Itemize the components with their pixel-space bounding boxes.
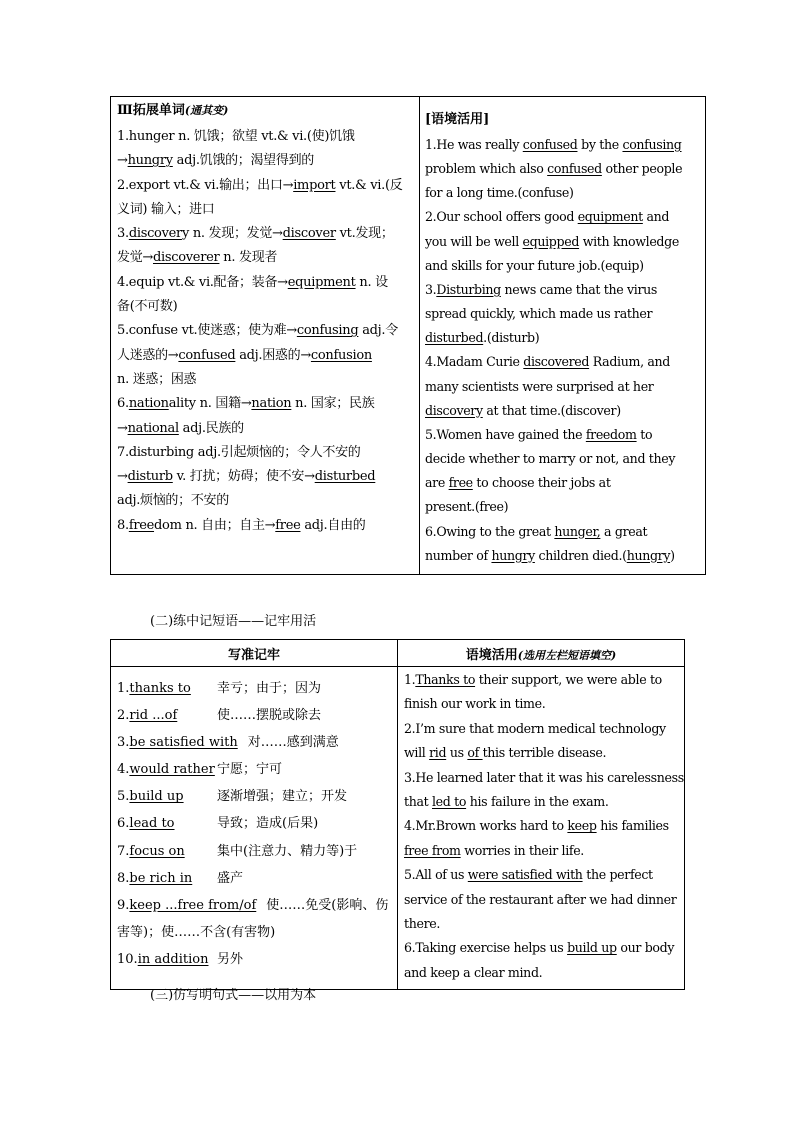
expanded-words-list xyxy=(117,125,414,538)
right-header-title: 语境活用 xyxy=(465,647,518,663)
phrases-left-header: 写准记牢 xyxy=(111,640,398,667)
phrase-example-line: will rid us of this terrible disease. xyxy=(404,745,607,761)
context-example-line: are free to choose their jobs at xyxy=(425,475,611,491)
vocabulary-table xyxy=(110,96,706,575)
context-example-line: for a long time.(confuse) xyxy=(425,185,574,201)
phrase-item xyxy=(117,702,393,729)
phrase-english: 5.build up xyxy=(117,789,184,805)
context-example-line: decide whether to marry or not, and they xyxy=(425,451,676,467)
expanded-words-cell xyxy=(111,97,420,575)
phrase-chinese: 宁愿；宁可 xyxy=(217,762,283,778)
phrase-english: 6.lead to xyxy=(117,816,175,832)
phrases-list-cell xyxy=(111,667,398,990)
context-example-line: discovery at that time.(discover) xyxy=(425,402,621,418)
phrase-item xyxy=(117,838,393,865)
header-title: 拓展单词 xyxy=(132,103,185,118)
phrase-example-line: that led to his failure in the exam. xyxy=(404,794,609,810)
vocab-line: 人迷惑的→confused adj.困惑的→confusion xyxy=(117,347,372,363)
vocab-line: 6.nationality n. 国籍→nation n. 国家；民族 xyxy=(117,396,375,412)
phrase-chinese: 使……免受(影响、伤 xyxy=(266,897,389,913)
phrase-example-line: 4.Mr.Brown works hard to keep his families xyxy=(404,818,669,834)
vocab-line: 5.confuse vt.使迷惑；使为难→confusing adj.令 xyxy=(117,323,398,339)
context-usage-cell xyxy=(420,97,706,575)
phrases-list xyxy=(117,675,393,973)
phrase-chinese: 盛产 xyxy=(217,870,244,886)
context-example-line: 3.Disturbing news came that the virus xyxy=(425,281,658,297)
context-example-line: 5.Women have gained the freedom to xyxy=(425,426,653,442)
phrase-english: 2.rid ...of xyxy=(117,708,178,724)
context-example-line: 4.Madam Curie discovered Radium, and xyxy=(425,354,671,370)
phrase-chinese: 害等)；使……不含(有害物) xyxy=(117,924,276,940)
context-example-line: you will be well equipped with knowledge xyxy=(425,233,679,249)
context-example-line: present.(free) xyxy=(425,499,509,515)
phrase-english: 4.would rather xyxy=(117,762,215,778)
vocab-line: 义词) 输入；进口 xyxy=(117,201,215,217)
right-header-note: (选用左栏短语填空) xyxy=(517,648,617,662)
vocab-line: adj.烦恼的；不安的 xyxy=(117,493,229,509)
phrase-english: 8.be rich in xyxy=(117,870,193,886)
context-example-line: many scientists were surprised at her xyxy=(425,378,654,394)
context-example-line: and skills for your future job.(equip) xyxy=(425,257,644,273)
vocab-line: 4.equip vt.& vi.配备；装备→equipment n. 设 xyxy=(117,274,388,290)
vocab-line: 3.discovery n. 发现；发觉→discover vt.发现； xyxy=(117,226,394,242)
phrase-example-line: service of the restaurant after we had dinner xyxy=(404,891,677,907)
context-example-line: 6.Owing to the great hunger, a great xyxy=(425,523,648,539)
phrase-chinese: 对……感到满意 xyxy=(247,735,339,751)
phrase-example-line: 3.He learned later that it was his carelessness xyxy=(404,769,684,785)
phrase-examples-list xyxy=(404,668,684,985)
phrase-item xyxy=(117,756,393,783)
phrase-example-line: free from worries in their life. xyxy=(404,842,584,858)
phrase-item xyxy=(117,919,393,946)
vocab-line: n. 迷惑；困惑 xyxy=(117,371,197,387)
phrase-item xyxy=(117,892,393,919)
phrase-example-line: 6.Taking exercise helps us build up our body xyxy=(404,940,675,956)
context-usage-header: [语境活用] xyxy=(425,112,490,127)
phrase-item xyxy=(117,783,393,810)
phrase-english: 9.keep ...free from/of xyxy=(117,897,257,913)
phrase-chinese: 使……摆脱或除去 xyxy=(217,708,322,724)
vocab-line: →disturb v. 打扰；妨碍；使不安→disturbed xyxy=(117,469,376,485)
context-example-line: 1.He was really confused by the confusing xyxy=(425,137,682,152)
context-example-line: problem which also confused other people xyxy=(425,161,683,177)
vocab-line: →national adj.民族的 xyxy=(117,420,244,436)
phrase-item xyxy=(117,675,393,702)
vocab-line: →hungry adj.饥饿的；渴望得到的 xyxy=(117,153,314,169)
section-three-title: (三)仿写明句式——以用为本 xyxy=(150,988,317,1003)
phrase-english: 7.focus on xyxy=(117,843,185,859)
phrase-example-line: there. xyxy=(404,916,441,932)
vocab-line: 2.export vt.& vi.输出；出口→import vt.& vi.(反 xyxy=(117,177,403,193)
vocab-line: 发觉→discoverer n. 发现者 xyxy=(117,250,278,266)
phrase-chinese: 另外 xyxy=(217,951,244,967)
context-example-line: number of hungry children died.(hungry) xyxy=(425,547,675,563)
phrase-example-line: and keep a clear mind. xyxy=(404,964,543,980)
vocab-line: 备(不可数) xyxy=(117,299,178,315)
phrase-english: 10.in addition xyxy=(117,951,209,967)
phrase-item xyxy=(117,729,393,756)
context-example-line: 2.Our school offers good equipment and xyxy=(425,209,670,225)
vocab-line: 1.hunger n. 饥饿；欲望 vt.& vi.(使)饥饿 xyxy=(117,129,355,144)
context-example-line: disturbed.(disturb) xyxy=(425,330,540,346)
phrase-english: 1.thanks to xyxy=(117,681,191,696)
phrase-examples-cell xyxy=(398,667,685,990)
vocab-line: 8.freedom n. 自由；自主→free adj.自由的 xyxy=(117,517,366,533)
expanded-words-header xyxy=(117,101,414,121)
header-note: (通其变) xyxy=(184,104,229,117)
phrase-example-line: 1.Thanks to their support, we were able to xyxy=(404,672,662,687)
context-usage-list xyxy=(425,133,701,568)
phrase-chinese: 幸亏；由于；因为 xyxy=(217,681,322,696)
phrases-right-header xyxy=(398,640,685,667)
phrase-chinese: 集中(注意力、精力等)于 xyxy=(217,843,358,859)
phrase-chinese: 导致；造成(后果) xyxy=(217,816,319,832)
vocab-line: 7.disturbing adj.引起烦恼的；令人不安的 xyxy=(117,444,361,460)
phrase-item xyxy=(117,865,393,892)
phrase-item xyxy=(117,810,393,837)
phrase-chinese: 逐渐增强；建立；开发 xyxy=(217,789,348,805)
phrase-example-line: finish our work in time. xyxy=(404,696,546,712)
phrases-table xyxy=(110,639,685,990)
phrase-item xyxy=(117,946,393,973)
section-two-title: (二)练中记短语——记牢用活 xyxy=(150,614,317,629)
phrase-example-line: 5.All of us were satisfied with the perfect xyxy=(404,867,653,883)
header-roman-numeral: Ⅲ xyxy=(117,103,133,118)
phrase-example-line: 2.I’m sure that modern medical technology xyxy=(404,720,666,736)
context-example-line: spread quickly, which made us rather xyxy=(425,306,653,322)
phrase-english: 3.be satisfied with xyxy=(117,735,238,751)
